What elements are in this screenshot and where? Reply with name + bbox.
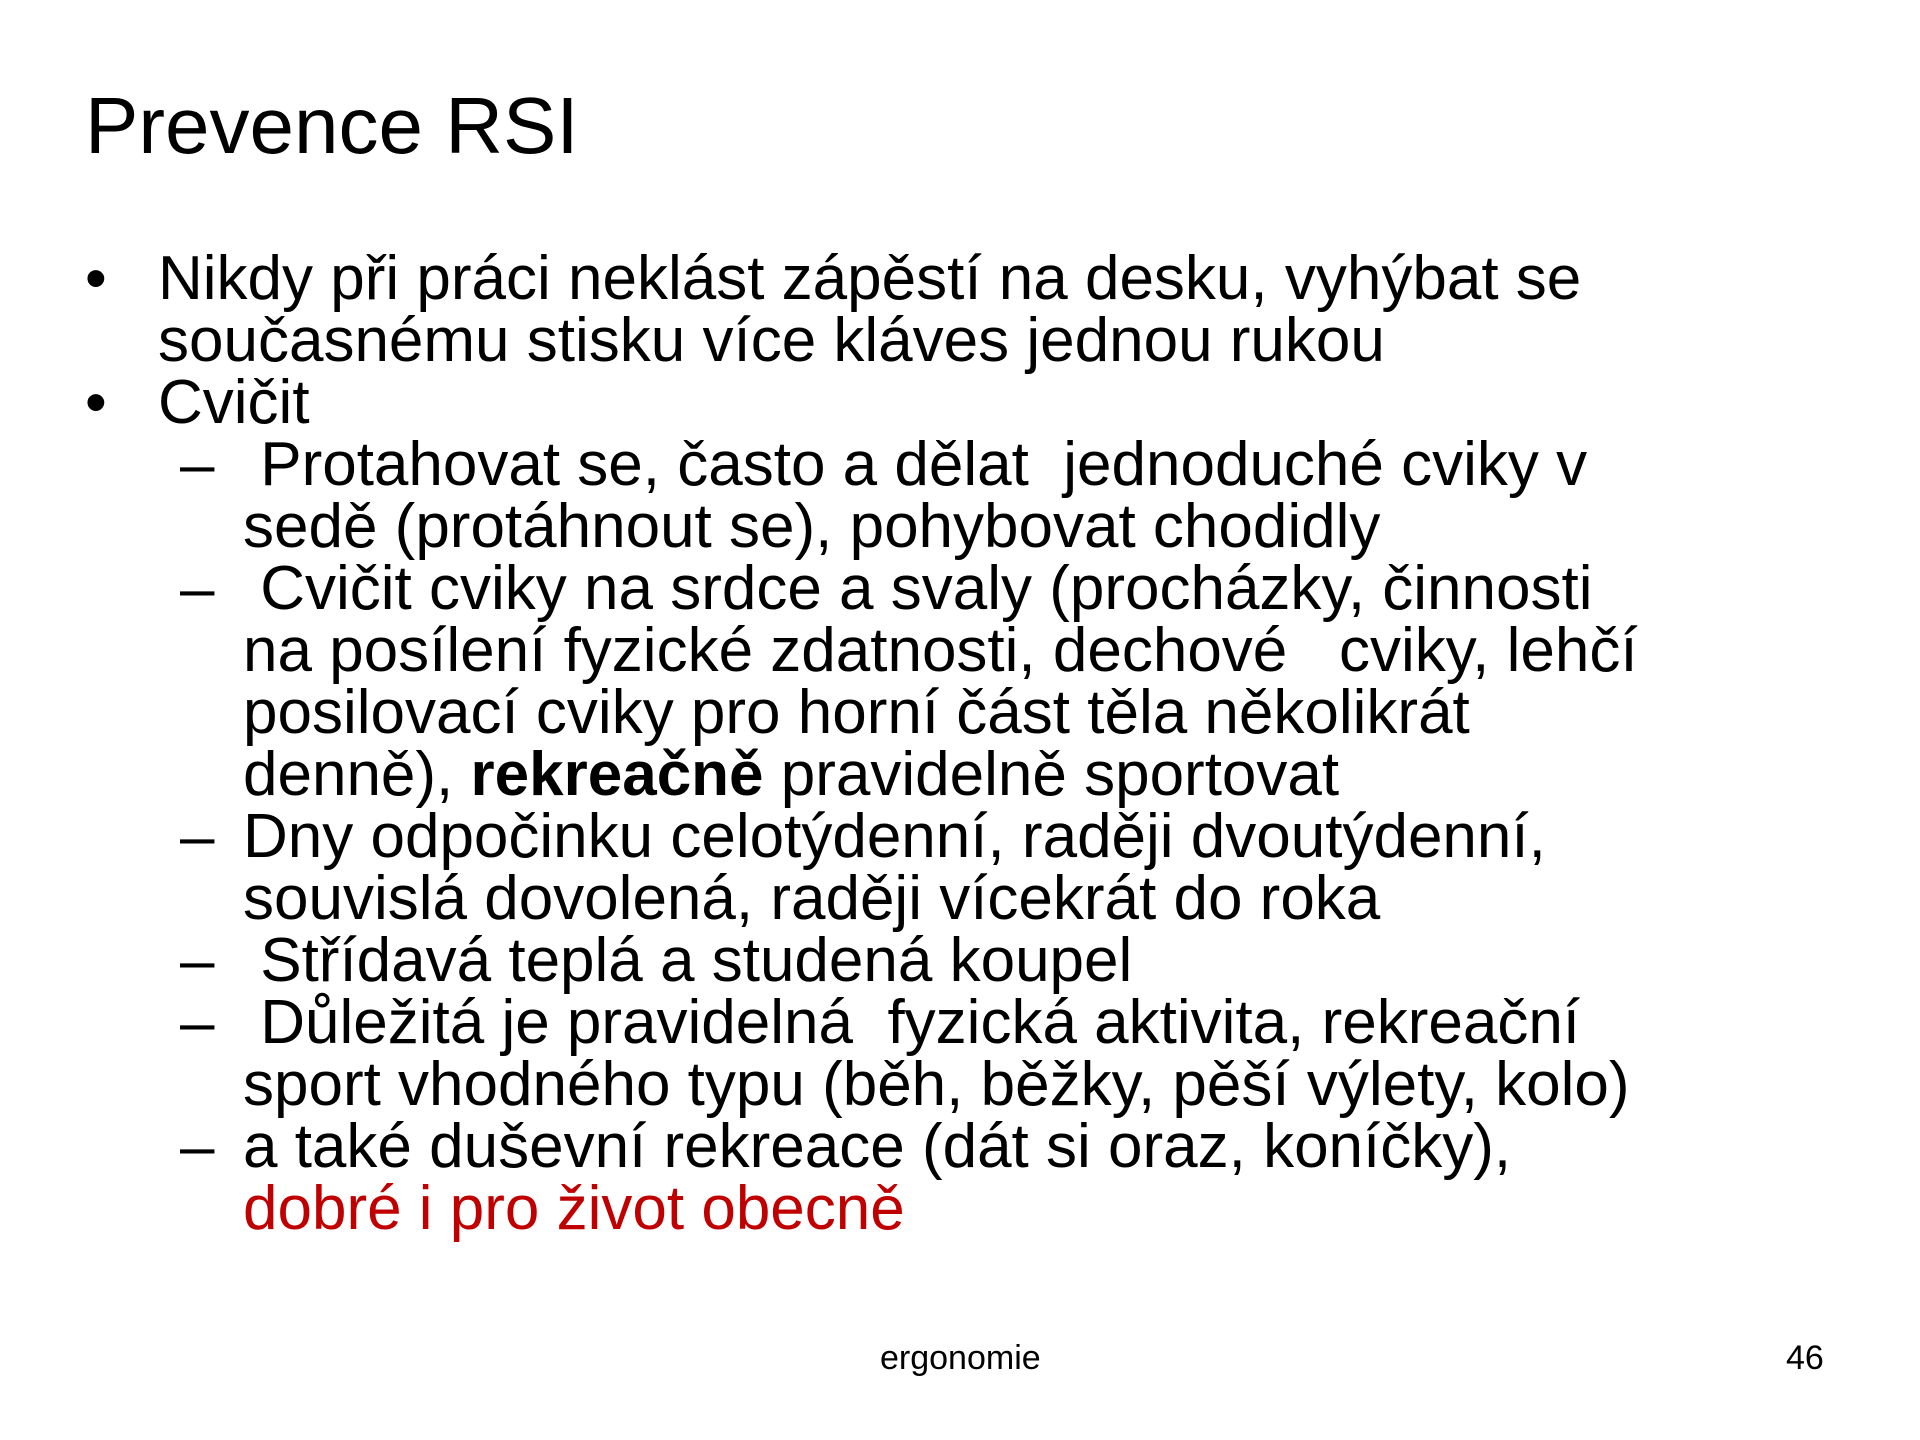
highlighted-text-line: dobré i pro život obecně [243,1174,905,1243]
dash-marker: – [180,1112,215,1181]
dash-marker: – [180,926,215,995]
sub-bullet-item [85,926,1845,995]
sub-bullet-item [85,554,1845,809]
dash-marker: – [180,430,215,499]
sub-bullet-text-line: Důležitá je pravidelná fyzická aktivita, rekreační [243,988,1581,1057]
sub-bullet-text-line [243,740,1845,809]
text-segment: pravidelně sportovat [763,740,1340,809]
sub-bullet-text-line: sport vhodného typu (běh, běžky, pěší výlety, kolo) [243,1050,1630,1119]
text-segment: denně), [243,740,471,809]
sub-bullet-text-line: Cvičit cviky na srdce a svaly (procházky, činnosti [243,554,1593,623]
slide-content [85,244,1845,1243]
sub-bullet-text-line: sedě (protáhnout se), pohybovat chodidly [243,492,1381,561]
bullet-item [85,244,1845,375]
bullet-item [85,368,1845,437]
bold-emphasis: rekreačně [470,740,764,809]
bullet-marker: • [85,244,107,313]
sub-bullet-text-line: Střídavá teplá a studená koupel [243,926,1133,995]
bullet-text-line: Nikdy při práci neklást zápěstí na desku, vyhýbat se [158,244,1582,313]
sub-bullet-text-line: na posílení fyzické zdatnosti, dechové cviky, lehčí [243,616,1638,685]
dash-marker: – [180,988,215,1057]
dash-marker: – [180,554,215,623]
sub-bullet-item [85,988,1845,1119]
bullet-text-line: současnému stisku více kláves jednou rukou [158,306,1385,375]
footer-label: ergonomie [880,1339,1041,1377]
bullet-text-line: Cvičit [158,368,310,437]
bullet-marker: • [85,368,107,437]
sub-bullet-item [85,430,1845,561]
sub-bullet-item [85,802,1845,933]
sub-bullet-text-line: Dny odpočinku celotýdenní, raději dvoutýdenní, [243,802,1546,871]
dash-marker: – [180,802,215,871]
sub-bullet-text-line: a také duševní rekreace (dát si oraz, koníčky), [243,1112,1512,1181]
slide-title: Prevence RSI [85,81,579,170]
sub-bullet-text-line: posilovací cviky pro horní část těla několikrát [243,678,1470,747]
sub-bullet-text-line: souvislá dovolená, raději vícekrát do roka [243,864,1381,933]
sub-bullet-text-line: Protahovat se, často a dělat jednoduché cviky v [243,430,1588,499]
sub-bullet-item [85,1112,1845,1243]
page-number: 46 [1786,1339,1824,1377]
